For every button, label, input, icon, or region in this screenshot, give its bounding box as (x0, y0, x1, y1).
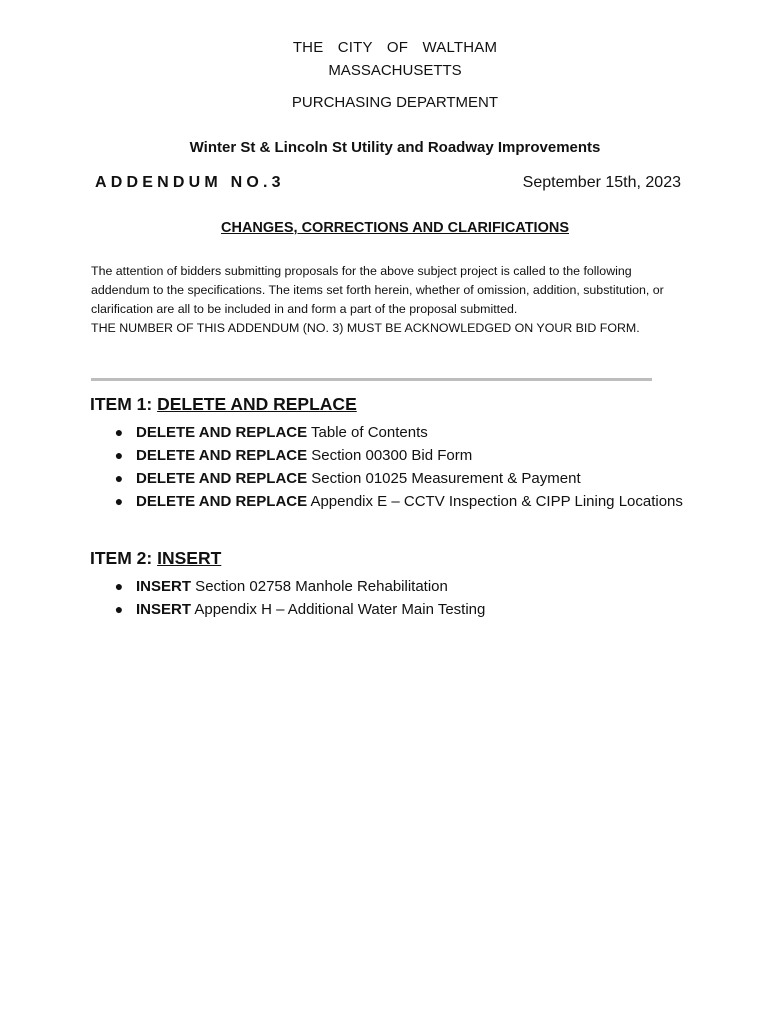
bullet-icon: ● (114, 424, 124, 440)
bullet-text: Section 02758 Manhole Rehabilitation (191, 578, 448, 595)
bullet-action: DELETE AND REPLACE (136, 470, 308, 487)
bullet-icon: ● (114, 601, 124, 617)
item-2-list (112, 575, 485, 621)
bullet-action: INSERT (136, 578, 192, 595)
list-item (112, 467, 683, 490)
item-1-prefix: ITEM 1: (90, 394, 158, 414)
addendum-label: ADDENDUM NO.3 (95, 174, 285, 191)
city-heading: THE CITY OF WALTHAM (292, 39, 498, 56)
acknowledgement-notice: THE NUMBER OF THIS ADDENDUM (NO. 3) MUST BE ACKNOWLEDGED ON YOUR BID FORM. (91, 321, 640, 335)
bullet-action: DELETE AND REPLACE (136, 493, 308, 510)
department-heading: PURCHASING DEPARTMENT (291, 94, 499, 111)
bullet-text: Section 00300 Bid Form (307, 447, 473, 464)
item-2-heading (90, 548, 221, 569)
project-title: Winter St & Lincoln St Utility and Roadway Improvements (189, 139, 601, 156)
bullet-text: Appendix E – CCTV Inspection & CIPP Lining Locations (307, 493, 683, 510)
bullet-action: INSERT (136, 601, 192, 618)
intro-paragraph: The attention of bidders submitting proposals for the above subject project is called to the following addendum to the specifications. The items set forth herein, whether of omission, addition, substitution, or clarification are all to be included in and form a part of the proposal submitted. (91, 264, 664, 316)
item-2-title: INSERT (157, 548, 222, 568)
bullet-action: DELETE AND REPLACE (136, 424, 308, 441)
list-item (112, 421, 683, 444)
bullet-icon: ● (114, 470, 124, 486)
item-1-heading (90, 394, 357, 415)
bullet-action: DELETE AND REPLACE (136, 447, 308, 464)
bullet-icon: ● (114, 493, 124, 509)
bullet-text: Section 01025 Measurement & Payment (307, 470, 581, 487)
bullet-text: Table of Contents (307, 424, 428, 441)
list-item (112, 444, 683, 467)
bullet-icon: ● (114, 578, 124, 594)
item-1-list (112, 421, 683, 513)
horizontal-rule (91, 378, 652, 381)
state-heading: MASSACHUSETTS (328, 62, 462, 79)
bullet-text: Appendix H – Additional Water Main Testing (191, 601, 486, 618)
list-item (112, 598, 485, 621)
addendum-row (95, 174, 681, 196)
item-2-prefix: ITEM 2: (90, 548, 158, 568)
list-item (112, 575, 485, 598)
bullet-icon: ● (114, 447, 124, 463)
list-item (112, 490, 683, 513)
changes-heading: CHANGES, CORRECTIONS AND CLARIFICATIONS (221, 220, 569, 236)
intro-text (91, 262, 666, 338)
item-1-title: DELETE AND REPLACE (157, 394, 357, 414)
addendum-date: September 15th, 2023 (522, 174, 681, 191)
